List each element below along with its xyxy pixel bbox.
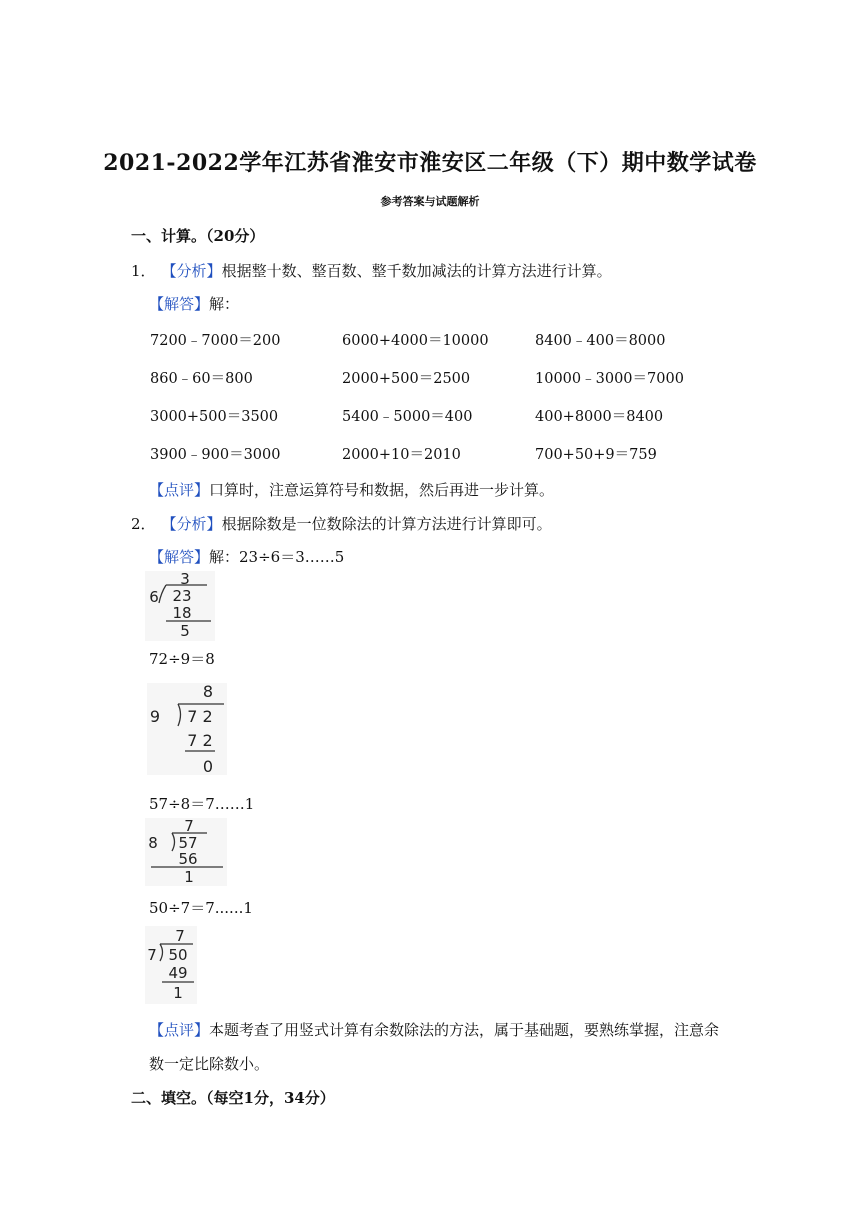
long-division-figure: [145, 571, 215, 641]
section-1-heading: 一、计算。（20分）: [131, 227, 265, 245]
q1-comment: [149, 479, 554, 500]
q1-answer-text: 解：: [209, 295, 240, 313]
dividend: 23: [172, 587, 192, 605]
q1-analysis: [131, 260, 612, 281]
product: 18: [172, 604, 192, 622]
equation: 2000+500＝2500: [342, 371, 471, 387]
answer-tag: 【解答】: [149, 295, 210, 313]
quotient: 3: [180, 571, 190, 588]
answer-tag: 【解答】: [149, 548, 210, 566]
long-division-svg: [145, 571, 215, 641]
remainder: 0: [202, 757, 214, 775]
q2-number: 2．: [131, 515, 156, 533]
equation-72-div-9: 72÷9＝8: [149, 650, 215, 668]
equation-57-div-8: 57÷8＝7……1: [149, 795, 255, 813]
equation: 8400﹣400＝8000: [535, 333, 666, 349]
q2-comment-text: 本题考查了用竖式计算有余数除法的方法，属于基础题，要熟练掌握，注意余: [209, 1021, 720, 1039]
long-division-figure: [145, 818, 227, 886]
equation: 5400﹣5000＝400: [342, 409, 473, 425]
q1-analysis-text: 根据整十数、整百数、整千数加减法的计算方法进行计算。: [221, 262, 612, 280]
long-division-figure: [145, 926, 197, 1004]
equation-50-div-7: 50÷7＝7......1: [149, 899, 253, 917]
divisor: 8: [148, 834, 158, 852]
q2-comment: [149, 1019, 719, 1040]
long-division-svg: [145, 818, 227, 886]
quotient: 7: [184, 818, 194, 835]
q2-comment-continued: 数一定比除数小。: [149, 1055, 270, 1073]
q1-comment-text: 口算时，注意运算符号和数据，然后再进一步计算。: [209, 481, 555, 499]
q2-analysis: [131, 513, 552, 534]
product: 49: [168, 964, 188, 982]
dividend: 50: [168, 946, 188, 964]
document-title: 2021-2022学年江苏省淮安市淮安区二年级（下）期中数学试卷: [103, 150, 757, 176]
comment-tag: 【点评】: [149, 1021, 210, 1039]
equation: 7200﹣7000＝200: [150, 333, 281, 349]
equation: 3900﹣900＝3000: [150, 447, 281, 463]
remainder: 5: [180, 622, 190, 640]
divisor: 9: [149, 707, 161, 726]
equation: 2000+10＝2010: [342, 447, 461, 463]
comment-tag: 【点评】: [149, 481, 210, 499]
q2-answer-text: 解：23÷6＝3……5: [209, 548, 345, 566]
document-subtitle: 参考答案与试题解析: [380, 195, 480, 208]
product: 56: [178, 850, 198, 868]
q1-answer: [149, 293, 239, 314]
q2-answer: [149, 546, 344, 567]
equation: 10000﹣3000＝7000: [535, 371, 684, 387]
section-2-heading: 二、填空。（每空1分，34分）: [131, 1089, 335, 1107]
equation: 700+50+9＝759: [535, 447, 657, 463]
analysis-tag: 【分析】: [161, 515, 222, 533]
long-division-svg: [147, 683, 227, 775]
q1-number: 1．: [131, 262, 156, 280]
divisor: 7: [147, 946, 157, 964]
quotient: 8: [202, 683, 214, 701]
long-division-svg: [145, 926, 197, 1004]
q2-analysis-text: 根据除数是一位数除法的计算方法进行计算即可。: [221, 515, 552, 533]
equation: 6000+4000＝10000: [342, 333, 489, 349]
product: 7 2: [187, 731, 213, 750]
equation: 3000+500＝3500: [150, 409, 279, 425]
long-division-figure: [147, 683, 227, 775]
remainder: 1: [184, 868, 194, 886]
quotient: 7: [175, 927, 185, 945]
divisor: 6: [149, 588, 159, 606]
dividend: 57: [178, 834, 198, 852]
remainder: 1: [173, 984, 183, 1002]
dividend: 7 2: [187, 707, 213, 726]
equation: 860﹣60＝800: [150, 371, 253, 387]
equation: 400+8000＝8400: [535, 409, 664, 425]
analysis-tag: 【分析】: [161, 262, 222, 280]
